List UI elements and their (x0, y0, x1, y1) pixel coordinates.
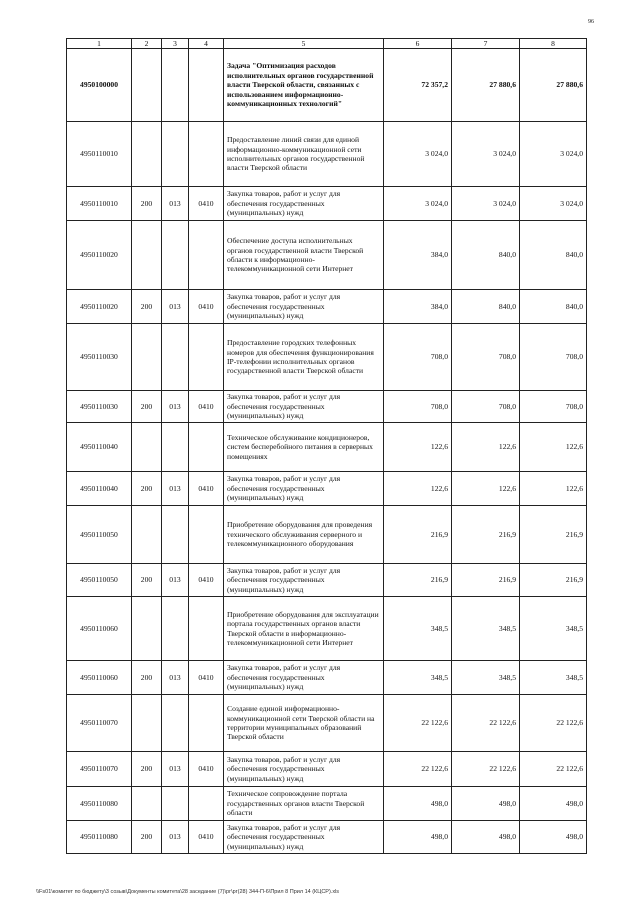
budget-code-cell: 4950110040 (67, 472, 132, 506)
expense-type-cell (132, 787, 162, 821)
expense-type-cell: 200 (132, 821, 162, 854)
ministry-code-cell (162, 506, 189, 564)
expense-type-cell: 200 (132, 564, 162, 597)
amount-col8-cell: 22 122,6 (520, 695, 587, 752)
amount-col6-cell: 384,0 (384, 221, 452, 290)
description-cell: Создание единой информационно-коммуникационной сети Тверской области на территории муниципальных образований Тверской области (224, 695, 384, 752)
description-cell: Техническое сопровождение портала государственных органов власти Тверской области (224, 787, 384, 821)
table-row (67, 787, 587, 821)
ministry-code-cell: 013 (162, 290, 189, 324)
description-cell: Приобретение оборудования для проведения технического обслуживания серверного и телекоммуникационного оборудования (224, 506, 384, 564)
section-code-cell (189, 787, 224, 821)
amount-col7-cell: 708,0 (452, 324, 520, 391)
section-code-cell: 0410 (189, 187, 224, 221)
description-cell: Задача "Оптимизация расходов исполнительных органов государственной власти Тверской области, связанных с использованием информационно-коммуникационных технологий" (224, 49, 384, 122)
budget-code-cell: 4950110070 (67, 752, 132, 787)
section-code-cell (189, 695, 224, 752)
amount-col8-cell: 840,0 (520, 290, 587, 324)
amount-col8-cell: 840,0 (520, 221, 587, 290)
amount-col7-cell: 122,6 (452, 423, 520, 472)
section-code-cell: 0410 (189, 752, 224, 787)
amount-col6-cell: 348,5 (384, 661, 452, 695)
description-cell: Закупка товаров, работ и услуг для обеспечения государственных (муниципальных) нужд (224, 472, 384, 506)
budget-code-cell: 4950110020 (67, 221, 132, 290)
amount-col8-cell: 216,9 (520, 506, 587, 564)
description-cell: Техническое обслуживание кондиционеров, систем бесперебойного питания в серверных помещениях (224, 423, 384, 472)
table-row (67, 122, 587, 187)
ministry-code-cell (162, 597, 189, 661)
column-header: 2 (132, 39, 162, 49)
amount-col7-cell: 348,5 (452, 597, 520, 661)
ministry-code-cell (162, 122, 189, 187)
amount-col6-cell: 22 122,6 (384, 695, 452, 752)
budget-code-cell: 4950110030 (67, 391, 132, 423)
amount-col6-cell: 498,0 (384, 787, 452, 821)
amount-col8-cell: 3 024,0 (520, 187, 587, 221)
column-header: 1 (67, 39, 132, 49)
ministry-code-cell (162, 221, 189, 290)
section-code-cell (189, 423, 224, 472)
budget-code-cell: 4950110080 (67, 821, 132, 854)
amount-col8-cell: 216,9 (520, 564, 587, 597)
section-code-cell (189, 324, 224, 391)
amount-col6-cell: 348,5 (384, 597, 452, 661)
column-header: 4 (189, 39, 224, 49)
expense-type-cell: 200 (132, 472, 162, 506)
section-code-cell: 0410 (189, 564, 224, 597)
table-header-row (67, 39, 587, 49)
amount-col8-cell: 27 880,6 (520, 49, 587, 122)
ministry-code-cell: 013 (162, 821, 189, 854)
amount-col7-cell: 840,0 (452, 221, 520, 290)
expense-type-cell: 200 (132, 187, 162, 221)
section-code-cell: 0410 (189, 472, 224, 506)
column-header: 7 (452, 39, 520, 49)
amount-col6-cell: 216,9 (384, 564, 452, 597)
ministry-code-cell: 013 (162, 187, 189, 221)
table-row (67, 472, 587, 506)
expense-type-cell: 200 (132, 752, 162, 787)
section-code-cell: 0410 (189, 290, 224, 324)
ministry-code-cell: 013 (162, 752, 189, 787)
amount-col7-cell: 122,6 (452, 472, 520, 506)
ministry-code-cell: 013 (162, 472, 189, 506)
amount-col8-cell: 498,0 (520, 787, 587, 821)
table-row (67, 821, 587, 854)
description-cell: Предоставление городских телефонных номеров для обеспечения функционирования IP-телефонии исполнительных органов государственной власти Тверской области (224, 324, 384, 391)
ministry-code-cell (162, 49, 189, 122)
table-row (67, 49, 587, 122)
section-code-cell: 0410 (189, 391, 224, 423)
expense-type-cell (132, 423, 162, 472)
budget-code-cell: 4950110070 (67, 695, 132, 752)
ministry-code-cell (162, 324, 189, 391)
ministry-code-cell: 013 (162, 661, 189, 695)
description-cell: Закупка товаров, работ и услуг для обеспечения государственных (муниципальных) нужд (224, 187, 384, 221)
amount-col7-cell: 3 024,0 (452, 187, 520, 221)
table-row (67, 661, 587, 695)
amount-col6-cell: 3 024,0 (384, 187, 452, 221)
budget-code-cell: 4950110030 (67, 324, 132, 391)
amount-col6-cell: 498,0 (384, 821, 452, 854)
ministry-code-cell (162, 787, 189, 821)
budget-code-cell: 4950110010 (67, 187, 132, 221)
amount-col7-cell: 216,9 (452, 564, 520, 597)
table-row (67, 324, 587, 391)
section-code-cell (189, 506, 224, 564)
amount-col7-cell: 840,0 (452, 290, 520, 324)
amount-col8-cell: 3 024,0 (520, 122, 587, 187)
amount-col8-cell: 498,0 (520, 821, 587, 854)
table-row (67, 506, 587, 564)
amount-col8-cell: 122,6 (520, 472, 587, 506)
column-header: 5 (224, 39, 384, 49)
description-cell: Закупка товаров, работ и услуг для обеспечения государственных (муниципальных) нужд (224, 391, 384, 423)
ministry-code-cell (162, 695, 189, 752)
amount-col6-cell: 3 024,0 (384, 122, 452, 187)
expense-type-cell: 200 (132, 391, 162, 423)
ministry-code-cell: 013 (162, 564, 189, 597)
section-code-cell (189, 597, 224, 661)
amount-col8-cell: 708,0 (520, 391, 587, 423)
amount-col7-cell: 498,0 (452, 787, 520, 821)
amount-col6-cell: 72 357,2 (384, 49, 452, 122)
amount-col6-cell: 122,6 (384, 472, 452, 506)
amount-col6-cell: 708,0 (384, 391, 452, 423)
description-cell: Обеспечение доступа исполнительных органов государственной власти Тверской области к информационно-телекоммуникационной сети Интернет (224, 221, 384, 290)
table-row (67, 290, 587, 324)
column-header: 3 (162, 39, 189, 49)
budget-code-cell: 4950110080 (67, 787, 132, 821)
ministry-code-cell: 013 (162, 391, 189, 423)
table-body (67, 49, 587, 854)
amount-col8-cell: 122,6 (520, 423, 587, 472)
table-row (67, 695, 587, 752)
expense-type-cell (132, 324, 162, 391)
budget-table (66, 38, 587, 854)
amount-col7-cell: 22 122,6 (452, 695, 520, 752)
budget-code-cell: 4950110060 (67, 661, 132, 695)
description-cell: Закупка товаров, работ и услуг для обеспечения государственных (муниципальных) нужд (224, 752, 384, 787)
amount-col8-cell: 348,5 (520, 597, 587, 661)
expense-type-cell: 200 (132, 661, 162, 695)
section-code-cell: 0410 (189, 661, 224, 695)
table-row (67, 423, 587, 472)
amount-col6-cell: 216,9 (384, 506, 452, 564)
section-code-cell (189, 221, 224, 290)
table-row (67, 752, 587, 787)
budget-code-cell: 4950110060 (67, 597, 132, 661)
table-row (67, 221, 587, 290)
amount-col8-cell: 348,5 (520, 661, 587, 695)
table-row (67, 564, 587, 597)
amount-col8-cell: 22 122,6 (520, 752, 587, 787)
amount-col8-cell: 708,0 (520, 324, 587, 391)
column-header: 6 (384, 39, 452, 49)
section-code-cell (189, 49, 224, 122)
expense-type-cell (132, 49, 162, 122)
description-cell: Предоставление линий связи для единой информационно-коммуникационной сети исполнительных органов государственной власти Тверской области (224, 122, 384, 187)
description-cell: Закупка товаров, работ и услуг для обеспечения государственных (муниципальных) нужд (224, 564, 384, 597)
page-number: 96 (588, 19, 594, 25)
amount-col7-cell: 27 880,6 (452, 49, 520, 122)
amount-col7-cell: 22 122,6 (452, 752, 520, 787)
amount-col6-cell: 708,0 (384, 324, 452, 391)
description-cell: Приобретение оборудования для эксплуатации портала государственных органов власти Тверской области в информационно-телекоммуникационной сети Интернет (224, 597, 384, 661)
section-code-cell: 0410 (189, 821, 224, 854)
table-row (67, 187, 587, 221)
amount-col7-cell: 708,0 (452, 391, 520, 423)
amount-col7-cell: 348,5 (452, 661, 520, 695)
amount-col7-cell: 498,0 (452, 821, 520, 854)
footer-file-path: \\Fs01\комитет по бюджету\3 созыв\Документы комитета\28 заседание (7)\рг\рг(28) 344-П-6\Прил 8 Прил 14 (КЦСР).xls (36, 889, 340, 895)
expense-type-cell (132, 221, 162, 290)
budget-code-cell: 4950110010 (67, 122, 132, 187)
amount-col6-cell: 384,0 (384, 290, 452, 324)
budget-code-cell: 4950110020 (67, 290, 132, 324)
description-cell: Закупка товаров, работ и услуг для обеспечения государственных (муниципальных) нужд (224, 821, 384, 854)
budget-code-cell: 4950110040 (67, 423, 132, 472)
column-header: 8 (520, 39, 587, 49)
amount-col7-cell: 3 024,0 (452, 122, 520, 187)
budget-code-cell: 4950100000 (67, 49, 132, 122)
table-row (67, 391, 587, 423)
table-row (67, 597, 587, 661)
amount-col7-cell: 216,9 (452, 506, 520, 564)
budget-code-cell: 4950110050 (67, 506, 132, 564)
budget-code-cell: 4950110050 (67, 564, 132, 597)
expense-type-cell: 200 (132, 290, 162, 324)
amount-col6-cell: 122,6 (384, 423, 452, 472)
expense-type-cell (132, 506, 162, 564)
description-cell: Закупка товаров, работ и услуг для обеспечения государственных (муниципальных) нужд (224, 290, 384, 324)
description-cell: Закупка товаров, работ и услуг для обеспечения государственных (муниципальных) нужд (224, 661, 384, 695)
expense-type-cell (132, 122, 162, 187)
expense-type-cell (132, 597, 162, 661)
ministry-code-cell (162, 423, 189, 472)
expense-type-cell (132, 695, 162, 752)
section-code-cell (189, 122, 224, 187)
amount-col6-cell: 22 122,6 (384, 752, 452, 787)
